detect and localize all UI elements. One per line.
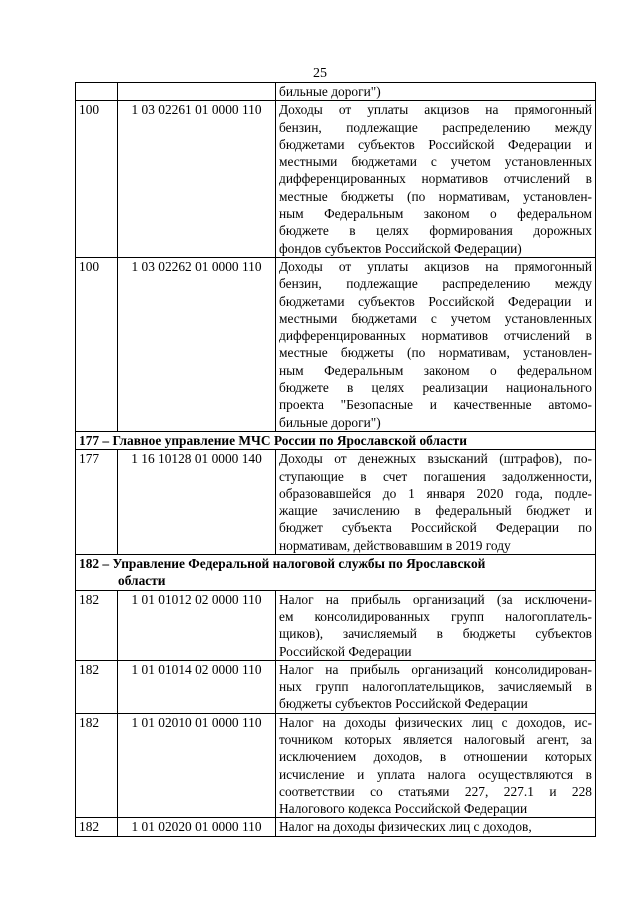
admin-code-cell: 100 [76,101,118,258]
revenue-name-line: жащие зачислению в федеральный бюджет и [279,503,592,519]
admin-code-cell: 177 [76,450,118,555]
admin-code-cell [76,83,118,101]
revenue-name-line: нормативам, действовавшим в 2019 году [279,537,511,553]
revenue-name-line: местными бюджетами с учетом установленных [279,154,592,170]
revenue-name-line: Налог на прибыль организаций консолидирован- [279,661,592,677]
revenue-name-line: дифференцированных нормативов отчислений в [279,171,592,187]
revenue-name-line: Налог на прибыль организаций (за исключени- [279,591,592,607]
revenue-name-line: исключением доходов, в отношении которых [279,749,592,765]
budget-classification-code-cell: 1 01 02020 01 0000 110 [118,818,276,836]
budget-classification-code-cell: 1 03 02261 01 0000 110 [118,101,276,258]
table-row [76,83,596,101]
revenue-name-cell [276,590,596,660]
budget-classification-code-cell: 1 03 02262 01 0000 110 [118,257,276,431]
revenue-name-line: Налогового кодекса Российской Федерации [279,801,528,817]
revenue-name-line: бюджет субъекта Российской Федерации по [279,520,592,536]
section-title [76,431,596,449]
revenue-name-line: ных групп налогоплательщиков, зачисляемый в [279,679,592,695]
revenue-name-cell [276,101,596,258]
revenue-name-line: Доходы от уплаты акцизов на прямогонный [279,258,592,274]
section-title-line: 177 – Главное управление МЧС России по Ярославской области [79,432,467,448]
table-row [76,713,596,818]
revenue-name-line: ным Федеральным законом о федеральном [279,206,592,222]
budget-classification-code-cell: 1 01 02010 01 0000 110 [118,713,276,818]
revenue-name-line: Налог на доходы физических лиц с доходов, ис- [279,714,592,730]
admin-code-cell: 182 [76,590,118,660]
budget-classification-code-cell: 1 01 01014 02 0000 110 [118,660,276,713]
revenue-name-line: бюджете в целях формирования дорожных [279,223,592,239]
revenue-name-line: точником которых является налоговый агент, за [279,731,592,747]
revenue-name-line: проекта "Безопасные и качественные автомо- [279,397,592,413]
revenue-name-cell [276,713,596,818]
section-title-line: 182 – Управление Федеральной налоговой службы по Ярославской [79,556,486,572]
admin-code-cell: 100 [76,257,118,431]
section-title [76,555,596,591]
budget-revenue-table [75,82,596,837]
table-body [76,83,596,837]
table-row [76,450,596,555]
budget-classification-code-cell: 1 01 01012 02 0000 110 [118,590,276,660]
section-header-row [76,431,596,449]
revenue-name-line: Доходы от денежных взысканий (штрафов), по- [279,451,592,467]
revenue-name-line: исчисление и уплата налога осуществляются в [279,766,592,782]
revenue-name-cell [276,660,596,713]
table-row [76,590,596,660]
table-row [76,257,596,431]
revenue-name-line: бюджетами субъектов Российской Федерации и [279,136,592,152]
revenue-name-cell [276,83,596,101]
table-row [76,818,596,836]
revenue-name-line: бильные дороги") [279,84,381,99]
table-row [76,101,596,258]
revenue-name-line: Доходы от уплаты акцизов на прямогонный [279,102,592,118]
revenue-name-line: щиков), зачисляемый в бюджеты субъектов [279,626,592,642]
revenue-name-line: соответствии со статьями 227, 227.1 и 228 [279,783,592,799]
admin-code-cell: 182 [76,713,118,818]
revenue-name-line: бюджеты субъектов Российской Федерации [279,696,528,712]
page-number: 25 [313,66,327,81]
revenue-name-line: ем консолидированных групп налогоплатель- [279,608,592,624]
revenue-name-cell [276,257,596,431]
budget-classification-code-cell: 1 16 10128 01 0000 140 [118,450,276,555]
revenue-name-line: бюджете в целях реализации национального [279,380,592,396]
revenue-name-line: бензин, подлежащие распределению между [279,276,592,292]
admin-code-cell: 182 [76,660,118,713]
admin-code-cell: 182 [76,818,118,836]
section-header-row [76,555,596,591]
revenue-name-line: местные бюджеты (по нормативам, установлен- [279,188,592,204]
revenue-name-cell [276,818,596,836]
revenue-name-line: бензин, подлежащие распределению между [279,119,592,135]
revenue-name-line: образовавшейся до 1 января 2020 года, подле- [279,485,592,501]
revenue-name-line: местные бюджеты (по нормативам, установлен- [279,345,592,361]
section-title-line: области [118,573,166,589]
revenue-name-line: бюджетами субъектов Российской Федерации и [279,293,592,309]
revenue-name-line: фондов субъектов Российской Федерации) [279,240,522,256]
revenue-name-line: местными бюджетами с учетом установленных [279,310,592,326]
revenue-name-line: ным Федеральным законом о федеральном [279,362,592,378]
revenue-name-cell [276,450,596,555]
revenue-name-line: Налог на доходы физических лиц с доходов, [279,819,532,835]
budget-classification-code-cell [118,83,276,101]
table-row [76,660,596,713]
revenue-name-line: бильные дороги") [279,414,381,430]
revenue-name-line: ступающие в счет погашения задолженности, [279,468,592,484]
revenue-name-line: дифференцированных нормативов отчислений в [279,328,592,344]
revenue-name-line: Российской Федерации [279,643,412,659]
